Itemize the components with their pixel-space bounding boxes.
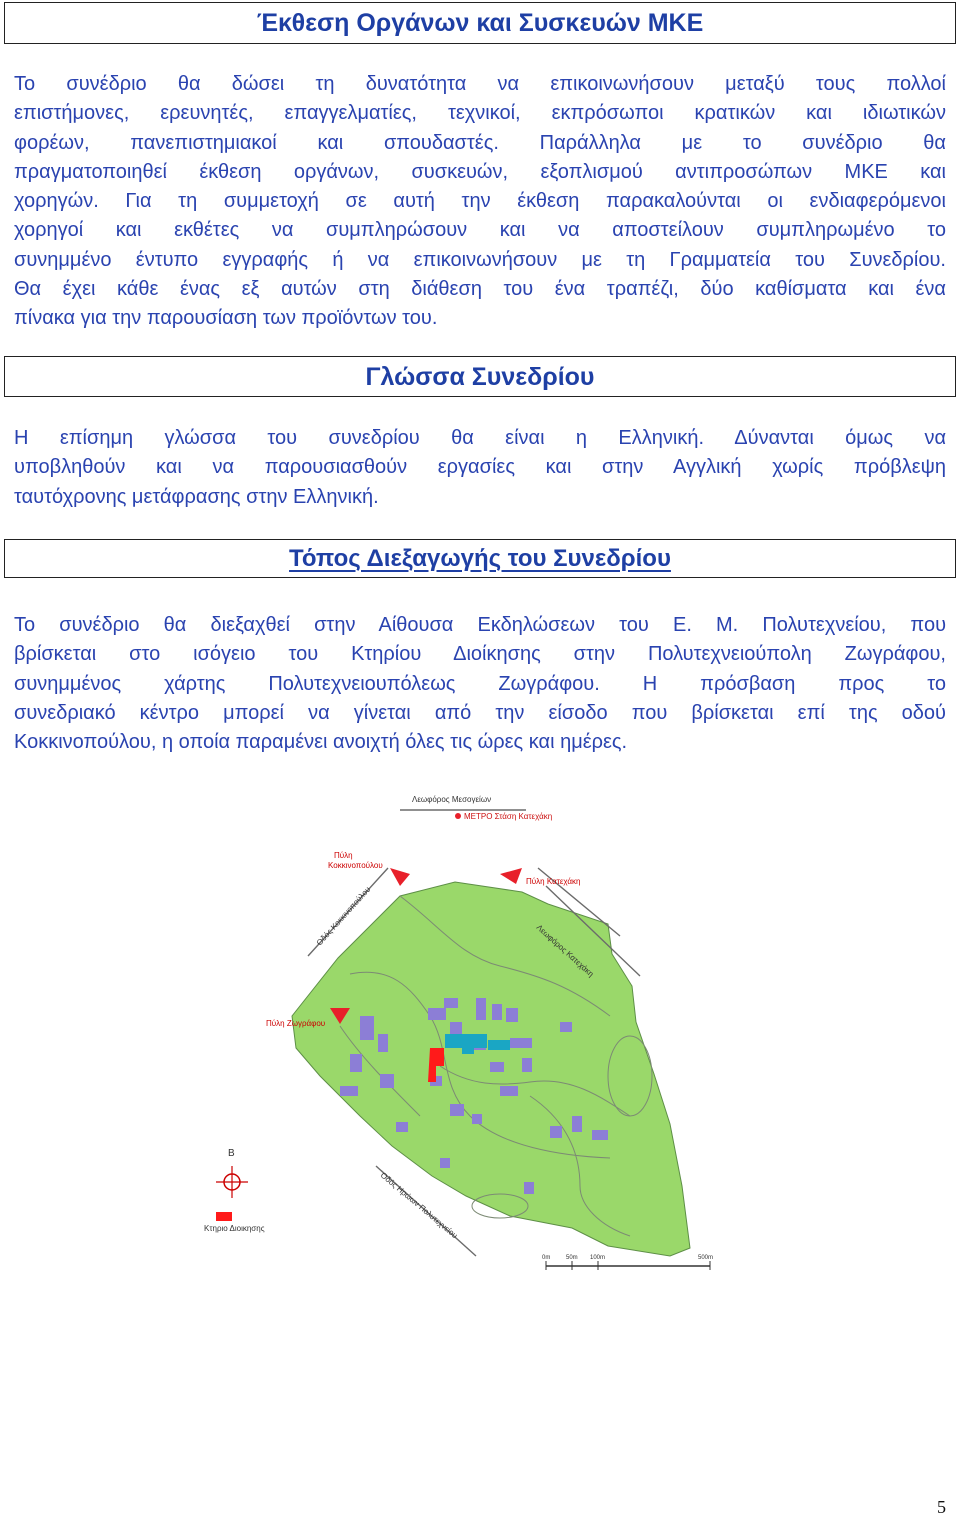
page-number: 5 bbox=[937, 1497, 946, 1517]
language-paragraph bbox=[14, 424, 946, 512]
exhibition-heading: Έκθεση Οργάνων και Συσκευών ΜΚΕ bbox=[4, 2, 956, 44]
paragraph-line: χορηγοί και εκθέτες να συμπληρώσουν και να αποστείλουν συμπληρωμένο το bbox=[14, 219, 946, 242]
scale-label: 100m bbox=[590, 1255, 606, 1261]
map-legend bbox=[204, 1212, 265, 1233]
scale-label: 50m bbox=[566, 1255, 578, 1261]
label-north: Β bbox=[228, 1148, 235, 1159]
paragraph-line: Το συνέδριο θα διεξαχθεί στην Αίθουσα Εκδηλώσεων του Ε. Μ. Πολυτεχνείου, που bbox=[14, 614, 946, 636]
label-avenue-mesogeion: Λεωφόρος Μεσογείων bbox=[412, 795, 492, 804]
venue-paragraph bbox=[14, 611, 946, 757]
paragraph-line: συνημμένος χάρτης Πολυτεχνειουπόλεως Ζωγράφου. Η πρόσβαση προς το bbox=[14, 672, 946, 695]
campus-map bbox=[200, 786, 720, 1276]
label-metro: ΜΕΤΡΟ Στάση Κατεχάκη bbox=[464, 812, 553, 821]
scale-label: 0m bbox=[542, 1255, 551, 1261]
paragraph-line: συνεδριακό κέντρο μπορεί να γίνεται από την είσοδο που βρίσκεται επί της οδού bbox=[14, 701, 946, 724]
gate-katechaki-icon bbox=[500, 868, 522, 884]
venue-heading: Τόπος Διεξαγωγής του Συνεδρίου bbox=[4, 539, 956, 578]
paragraph-line: επιστήμονες, ερευνητές, επαγγελματίες, τεχνικοί, εκπρόσωποι κρατικών και ιδιωτικών bbox=[14, 102, 946, 125]
label-gate-kokkinopoulou: Πύλη bbox=[334, 851, 353, 860]
scale-label: 500m bbox=[698, 1255, 714, 1261]
paragraph-line: Κοκκινοπούλου, η οποία παραμένει ανοιχτή όλες τις ώρες και ημέρες. bbox=[14, 731, 628, 754]
label-street-iroon: Οδός Ηρώων Πολυτεχνείου bbox=[378, 1170, 460, 1241]
label-gate-zografou: Πύλη Ζωγράφου bbox=[266, 1019, 326, 1028]
paragraph-line: βρίσκεται στο ισόγειο του Κτηρίου Διοίκησης στην Πολυτεχνειούπολη Ζωγράφου, bbox=[14, 643, 946, 666]
label-gate-kokkinopoulou-name: Κοκκινοπούλου bbox=[328, 861, 383, 870]
metro-icon bbox=[455, 813, 461, 819]
legend-admin-label: Κτηριο Διοικησης bbox=[204, 1224, 265, 1233]
paragraph-line: χορηγών. Για τη συμμετοχή σε αυτή την έκθεση παρακαλούνται οι ενδιαφερόμενοι bbox=[14, 190, 946, 213]
paragraph-line: συνημμένο έντυπο εγγραφής ή να επικοινωνήσουν με τη Γραμματεία του Συνεδρίου. bbox=[14, 248, 946, 271]
label-street-kokkinopoulou: Οδός Κοκκινοπούλου bbox=[314, 884, 373, 948]
paragraph-line: πίνακα για την παρουσίαση των προϊόντων του. bbox=[14, 307, 438, 330]
paragraph-line: Θα έχει κάθε ένας εξ αυτών στη διάθεση του ένα τραπέζι, δύο καθίσματα και ένα bbox=[14, 278, 946, 301]
paragraph-line: πραγματοποιηθεί έκθεση οργάνων, συσκευών, εξοπλισμού αντιπροσώπων ΜΚΕ και bbox=[14, 160, 946, 183]
gate-kokkinopoulou-icon bbox=[390, 868, 410, 886]
paragraph-line: ταυτόχρονης μετάφρασης στην Ελληνική. bbox=[14, 485, 379, 508]
legend-admin-swatch bbox=[216, 1212, 232, 1221]
scale-bar bbox=[542, 1255, 713, 1270]
language-heading: Γλώσσα Συνεδρίου bbox=[4, 356, 956, 397]
paragraph-line: υποβληθούν και να παρουσιασθούν εργασίες και στην Αγγλική χωρίς πρόβλεψη bbox=[14, 456, 946, 479]
label-avenue-katechaki: Λεωφόρος Κατεχάκη bbox=[534, 922, 596, 979]
compass-icon bbox=[216, 1148, 248, 1198]
paragraph-line: φορέων, πανεπιστημιακοί και σπουδαστές. Παράλληλα με το συνέδριο θα bbox=[14, 131, 946, 154]
paragraph-line: Η επίσημη γλώσσα του συνεδρίου θα είναι η Ελληνική. Δύνανται όμως να bbox=[14, 427, 946, 449]
exhibition-paragraph bbox=[14, 70, 946, 334]
label-gate-katechaki: Πύλη Κατεχάκη bbox=[526, 877, 581, 886]
paragraph-line: Το συνέδριο θα δώσει τη δυνατότητα να επικοινωνήσουν μεταξύ τους πολλοί bbox=[14, 73, 946, 95]
